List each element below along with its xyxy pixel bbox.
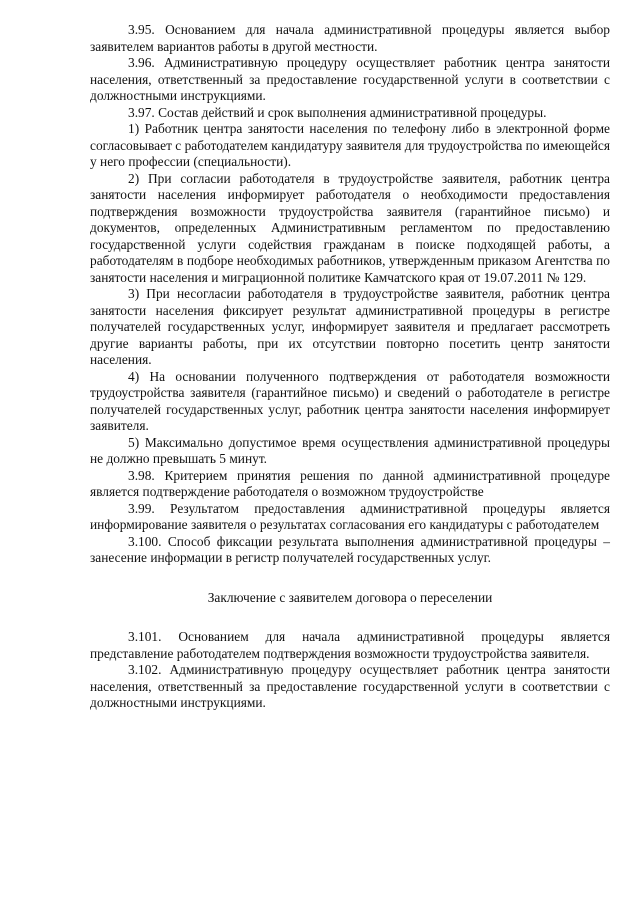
paragraph-3-97: 3.97. Состав действий и срок выполнения административной процедуры. <box>128 104 547 120</box>
paragraph-3-96: 3.96. Административную процедуру осуществляет работник центра занятости населения, ответственный за предоставление государственной услуги в соответствии с должностными инструкциями. <box>90 55 610 103</box>
document-page <box>90 22 610 712</box>
paragraph-3-100: 3.100. Способ фиксации результата выполнения административной процедуры – занесение информации в регистр получателей государственных услуг. <box>90 533 610 565</box>
paragraph-3-95: 3.95. Основанием для начала административной процедуры является выбор заявителем вариантов работы в другой местности. <box>90 22 610 54</box>
paragraph-3-99: 3.99. Результатом предоставления административной процедуры является информирование заявителя о результатах согласования его кандидатуры с работодателем <box>90 500 610 532</box>
paragraph-3-97-item-3: 3) При несогласии работодателя в трудоустройстве заявителя, работник центра занятости населения фиксирует результат административной процедуры в регистре получателей государственных услуг, информирует заявителя и предлагает рассмотреть другие варианты работы, при их отсутствии повторно посетить центр занятости населения. <box>90 286 610 367</box>
paragraph-3-101: 3.101. Основанием для начала административной процедуры является представление работодателем подтверждения возможности трудоустройства заявителя. <box>90 629 610 661</box>
paragraph-3-97-item-4: 4) На основании полученного подтверждения от работодателя возможности трудоустройства заявителя (гарантийное письмо) и сведений о работодателе в регистре получателей государственных услуг, работник центра занятости населения информирует заявителя. <box>90 368 610 433</box>
paragraph-3-97-item-2: 2) При согласии работодателя в трудоустройстве заявителя, работник центра занятости населения информирует работодателя о необходимости предоставления подтверждения возможности трудоустройства заявителя (гарантийное письмо) и документов, определенных Административным регламентом по предоставлению государственной услуги содействия гражданам в поиске подходящей работы, а работодателям в подборе необходимых работников, утвержденным приказом Агентства по занятости населения и миграционной политике Камчатского края от 19.07.2011 № 129. <box>90 170 610 285</box>
section-heading: Заключение с заявителем договора о переселении <box>207 589 493 605</box>
paragraph-3-98: 3.98. Критерием принятия решения по данной административной процедуре является подтверждение работодателя о возможном трудоустройстве <box>90 467 610 499</box>
paragraph-3-102: 3.102. Административную процедуру осуществляет работник центра занятости населения, ответственный за предоставление государственной услуги в соответствии с должностными инструкциями. <box>90 662 610 710</box>
paragraph-3-97-item-5: 5) Максимально допустимое время осуществления административной процедуры не должно превышать 5 минут. <box>90 434 610 466</box>
paragraph-3-97-item-1: 1) Работник центра занятости населения по телефону либо в электронной форме согласовывает с работодателем кандидатуру заявителя для трудоустройства по имеющейся у него профессии (специальности). <box>90 121 610 169</box>
